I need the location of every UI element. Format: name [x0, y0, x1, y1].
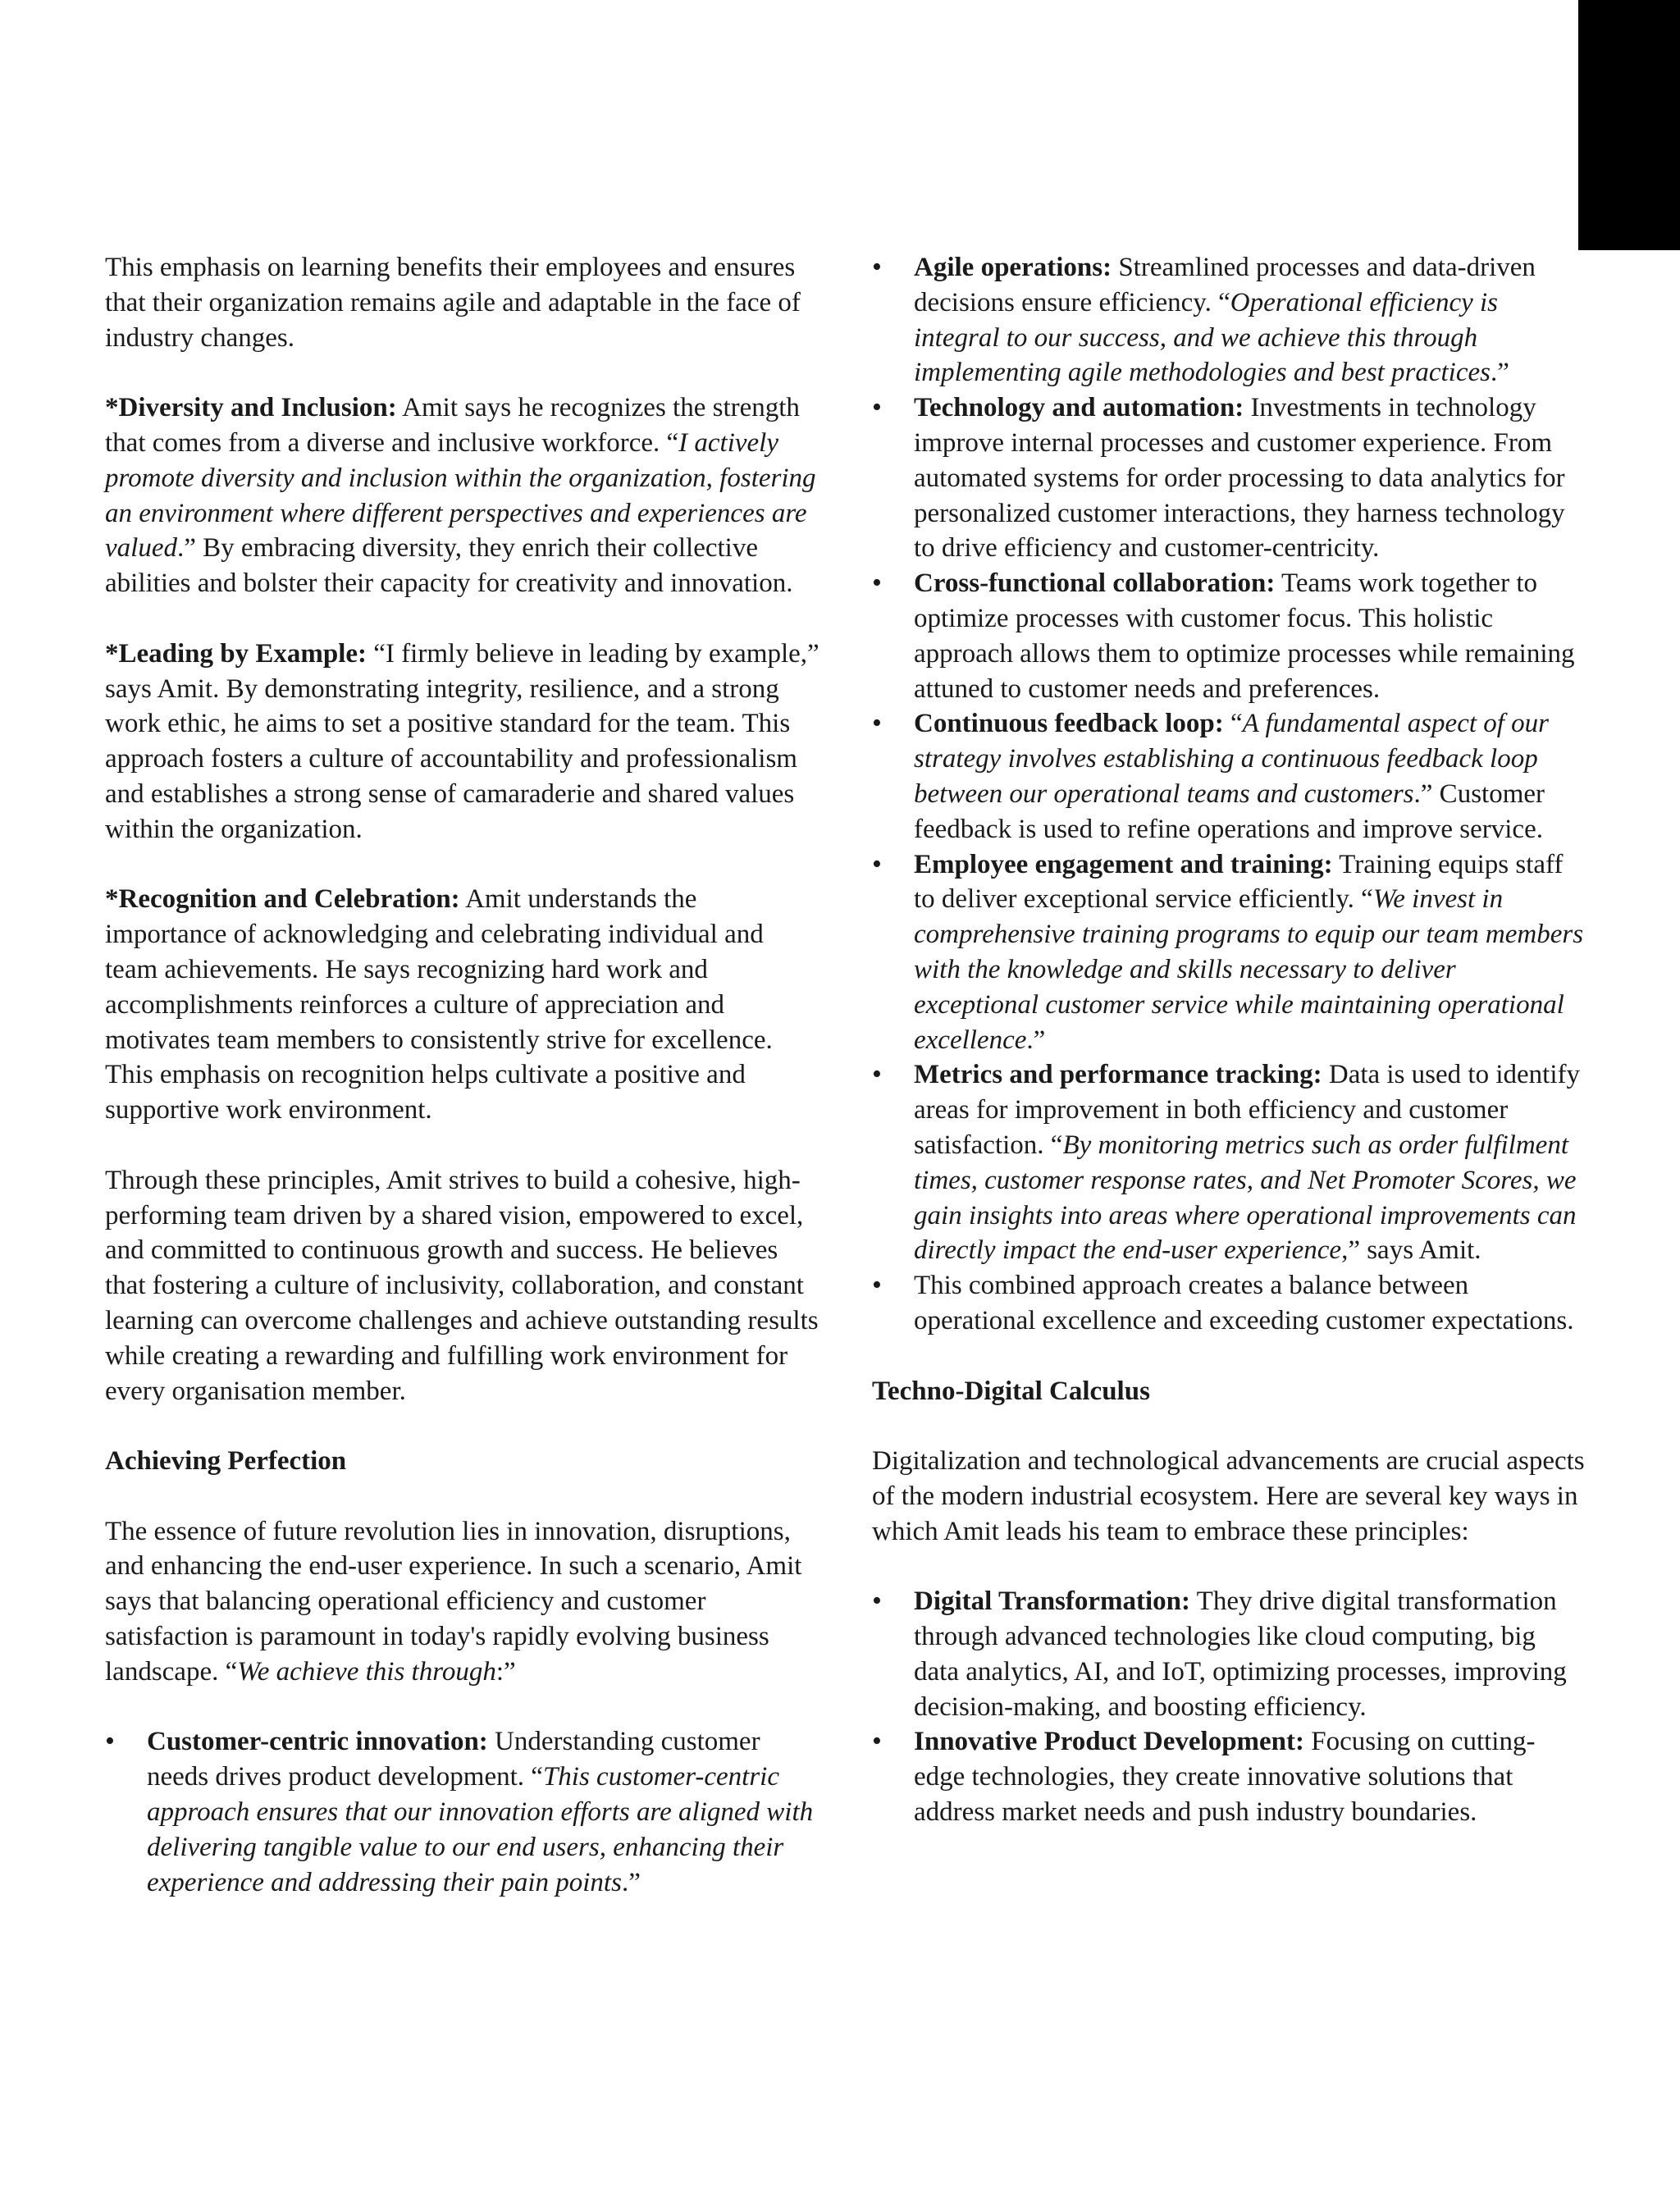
- bullet-label: Metrics and performance tracking:: [914, 1060, 1322, 1090]
- bullet-label: Agile operations:: [914, 253, 1112, 282]
- diversity-heading: *Diversity and Inclusion:: [105, 393, 397, 423]
- bullet-label: Innovative Product Development:: [914, 1727, 1305, 1757]
- bullet-end: .”: [1026, 1025, 1046, 1055]
- right-column: [872, 250, 1586, 1830]
- bullet-label: Continuous feedback loop:: [914, 709, 1224, 739]
- bullet-text: They drive digital transformation through advanced technologies like cloud computing, big data analytics, AI, and IoT, optimizing processes, improving decision-making, and boosting efficiency.: [914, 1586, 1567, 1722]
- bullet-text: “: [1223, 709, 1243, 739]
- bullet-continuous-feedback: [872, 706, 1586, 847]
- bullet-agile-operations: [872, 250, 1586, 390]
- bullet-end: .” Customer feedback is used to refine operations and improve service.: [914, 778, 1545, 844]
- bullet-quote: We invest in comprehensive training programs to equip our team members with the knowledge and skills necessary to deliver exceptional customer service while maintaining operational excellence: [914, 884, 1584, 1055]
- bullet-text: Data is used to identify areas for improvement in both efficiency and customer satisfaction. “: [914, 1060, 1580, 1160]
- techno-digital-heading: Techno-Digital Calculus: [872, 1376, 1150, 1406]
- bullet-technology-automation: [872, 390, 1586, 566]
- bullet-quote: A fundamental aspect of our strategy involves establishing a continuous feedback loop between our operational teams and customers: [914, 709, 1550, 809]
- bullet-text: Teams work together to optimize processes with customer focus. This holistic approach allows them to optimize processes while remaining attuned to customer needs and preferences.: [914, 568, 1575, 704]
- bullet-quote: Operational efficiency is integral to our success, and we achieve this through implementing agile methodologies and best practices: [914, 287, 1499, 388]
- operations-bullet-list: [872, 250, 1586, 1339]
- essence-end: :”: [495, 1656, 516, 1687]
- diversity-paragraph: [105, 390, 820, 601]
- bullet-quote: This customer-centric approach ensures that our innovation efforts are aligned with delivering tangible value to our end users, enhancing their experience and addressing their pain points: [147, 1762, 814, 1897]
- essence-quote: We achieve this through: [237, 1656, 496, 1687]
- bullet-label: Customer-centric innovation:: [147, 1727, 488, 1757]
- corner-tab: [1578, 0, 1680, 250]
- essence-text: The essence of future revolution lies in innovation, disruptions, and enhancing the end-user experience. In such a scenario, Amit says that balancing operational efficiency and customer satisfaction is paramount in today's rapidly evolving business landscape. “: [105, 1516, 802, 1687]
- leading-text: “I firmly believe in leading by example,” says Amit. By demonstrating integrity, resilience, and a strong work ethic, he aims to set a positive standard for the team. This approach fosters a culture of accountability and professionalism and establishes a strong sense of camaraderie and shared values within the organization.: [105, 638, 819, 844]
- essence-paragraph: [105, 1514, 820, 1690]
- bullet-label: Technology and automation:: [914, 393, 1244, 423]
- leading-paragraph: [105, 637, 820, 847]
- digital-bullet-list: [872, 1584, 1586, 1830]
- diversity-quote: I actively promote diversity and inclusion within the organization, fostering an environment where different perspectives and experiences are valued: [105, 427, 816, 564]
- bullet-metrics-tracking: [872, 1057, 1586, 1268]
- bullet-combined-approach: [872, 1268, 1586, 1339]
- principles-text: Through these principles, Amit strives to build a cohesive, high-performing team driven by a shared vision, empowered to excel, and committed to continuous growth and success. He believes that fostering a culture of inclusivity, collaboration, and constant learning can overcome challenges and achieve outstanding results while creating a rewarding and fulfilling work environment for every organisation member.: [105, 1165, 819, 1406]
- recognition-text: Amit understands the importance of acknowledging and celebrating individual and team achievements. He says recognizing hard work and accomplishments reinforces a culture of appreciation and motivates team members to consistently strive for excellence. This emphasis on recognition helps cultivate a positive and supportive work environment.: [105, 884, 773, 1125]
- bullet-end: .”: [1490, 358, 1509, 388]
- bullet-label: Cross-functional collaboration:: [914, 568, 1276, 599]
- digitalization-paragraph: [872, 1444, 1586, 1549]
- bullet-text: Streamlined processes and data-driven decisions ensure efficiency. “: [914, 253, 1536, 317]
- bullet-innovative-product: [872, 1724, 1586, 1829]
- diversity-text-end: .” By embracing diversity, they enrich their collective abilities and bolster their capacity for creativity and innovation.: [105, 533, 793, 599]
- achieving-perfection-heading: Achieving Perfection: [105, 1446, 347, 1477]
- bullet-quote: By monitoring metrics such as order fulfilment times, customer response rates, and Net Promoter Scores, we gain insights into areas where operational improvements can directly impact the end-user experience: [914, 1130, 1577, 1266]
- recognition-heading: *Recognition and Celebration:: [105, 884, 460, 915]
- bullet-text: Training equips staff to deliver exceptional service efficiently. “: [914, 849, 1564, 915]
- bullet-text: Investments in technology improve internal processes and customer experience. From automated systems for order processing to data analytics for personalized customer interactions, they harness technology to drive efficiency and customer-centricity.: [914, 393, 1565, 564]
- bullet-end: ,” says Amit.: [1341, 1235, 1481, 1266]
- bullet-employee-engagement: [872, 847, 1586, 1058]
- leading-heading: *Leading by Example:: [105, 638, 368, 669]
- bullet-end: .”: [621, 1867, 641, 1897]
- diversity-text: Amit says he recognizes the strength that comes from a diverse and inclusive workforce. “: [105, 393, 800, 458]
- bullet-label: Employee engagement and training:: [914, 849, 1333, 879]
- bullet-cross-functional: [872, 566, 1586, 706]
- achieving-bullet-list: [105, 1724, 820, 1900]
- bullet-digital-transformation: [872, 1584, 1586, 1724]
- recognition-paragraph: [105, 882, 820, 1128]
- intro-text: This emphasis on learning benefits their employees and ensures that their organization remains agile and adaptable in the face of industry changes.: [105, 253, 801, 353]
- digitalization-text: Digitalization and technological advancements are crucial aspects of the modern industrial ecosystem. Here are several key ways in which Amit leads his team to embrace these principles:: [872, 1446, 1585, 1546]
- intro-paragraph: [105, 250, 820, 355]
- bullet-text: Focusing on cutting-edge technologies, they create innovative solutions that address market needs and push industry boundaries.: [914, 1727, 1536, 1828]
- bullet-text: Understanding customer needs drives product development. “: [147, 1727, 760, 1792]
- bullet-label: Digital Transformation:: [914, 1586, 1191, 1617]
- left-column: [105, 250, 820, 1935]
- bullet-customer-centric: [105, 1724, 820, 1900]
- principles-paragraph: [105, 1163, 820, 1409]
- bullet-text: This combined approach creates a balance between operational excellence and exceeding customer expectations.: [914, 1271, 1574, 1335]
